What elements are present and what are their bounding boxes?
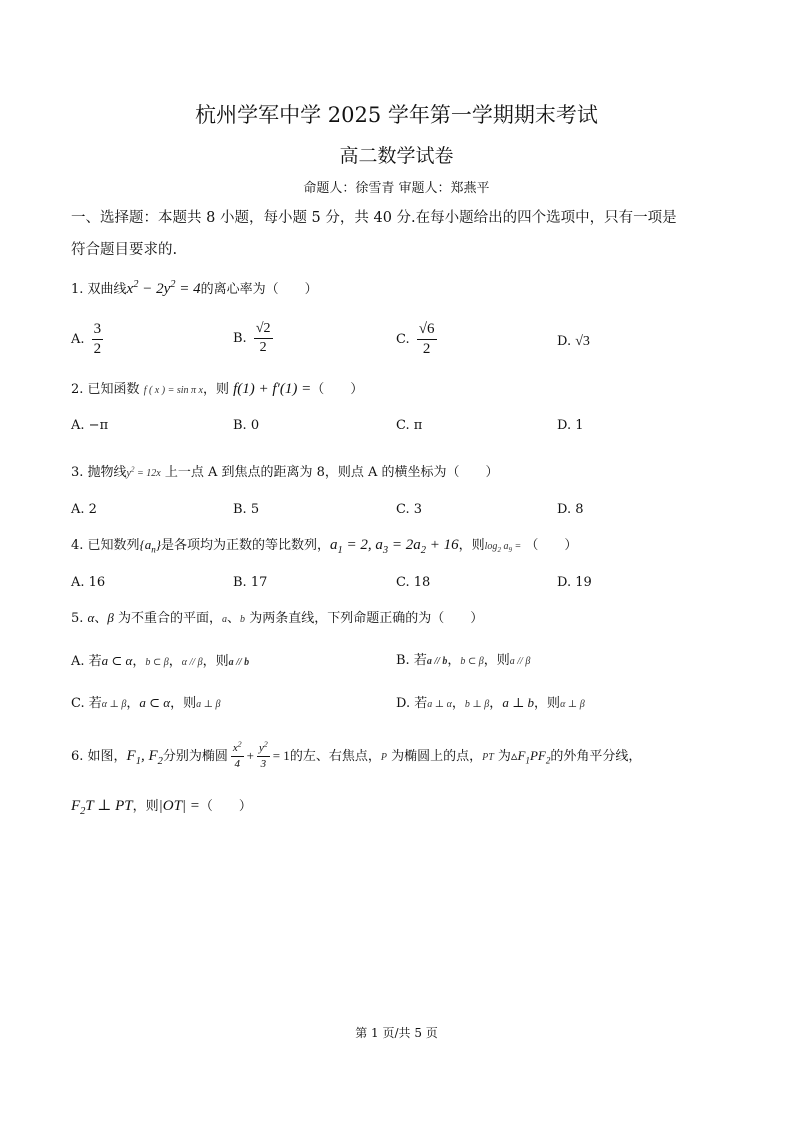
q5-a-expr: a ⊂ α (101, 653, 133, 668)
q6-pt: PT (482, 752, 494, 763)
q6-ellipse-x: $\frac{x^2}{4}$ (232, 739, 242, 770)
question-1 (71, 278, 318, 301)
q5-stem: 为不重合的平面， (118, 611, 223, 626)
q5-a-expr3: α // β (181, 657, 203, 668)
question-3 (71, 462, 499, 485)
q4-sequence: $\{a_n\}$ (139, 537, 161, 555)
exam-subtitle: 高二数学试卷 (339, 145, 454, 167)
q5-c-conclusion: a ⊥ β (196, 699, 221, 710)
option-value: 1 (575, 418, 584, 433)
option-label: D. (557, 334, 572, 349)
option-label: A. (71, 332, 85, 347)
q5-c-expr: α ⊥ β (101, 699, 127, 710)
q5-b-conclusion: a // β (509, 656, 531, 667)
q3-option-b: B. 5 (233, 502, 260, 517)
q4-log-expr: $\log_2 a_9$ = (484, 541, 522, 554)
q6-stem-mid2: 的左、右焦点， (289, 749, 381, 764)
q1-option-c (396, 322, 440, 357)
question-6 (71, 739, 642, 772)
q6-stem-mid3: 为椭圆上的点， (391, 749, 483, 764)
q5-d-expr2: b ⊥ β (464, 699, 490, 710)
q1-equation: $x^2 - 2y^2 = 4$ (126, 279, 201, 297)
q2-stem-mid: ，则 (202, 382, 229, 397)
option-label: C. (396, 332, 410, 347)
q1-option-a-value: $\frac{3}{2}$ (93, 321, 102, 357)
q5-b-expr2: b ⊂ β (460, 656, 484, 667)
question-2 (71, 378, 363, 402)
option-label: D. (557, 418, 572, 433)
q6-stem-pre: 6. 如图， (71, 749, 127, 764)
q3-option-d: D. 8 (557, 502, 584, 517)
q2-option-b (233, 414, 259, 438)
q6-foci: $F_1$, $F_2$ (126, 748, 163, 767)
q6-abs-ot: |OT| = (158, 798, 200, 814)
q5-line-b: b (240, 614, 246, 625)
exam-authors: 命题人：徐雪青 审题人：郑燕平 (303, 181, 490, 196)
q5-option-c: C. 若α ⊥ β，a ⊂ α，则a ⊥ β (71, 695, 221, 711)
q4-stem-mid: 是各项均为正数的等比数列， (161, 538, 331, 553)
q2-stem-pre: 2. 已知函数 (71, 382, 140, 397)
q5-d-expr: a ⊥ α (427, 699, 452, 710)
option-label: C. 若 (71, 696, 102, 711)
q4-stem-pre: 4. 已知数列 (71, 538, 140, 553)
q6-stem-mid: 分别为椭圆 (162, 749, 228, 764)
q4-option-a: A. 16 (71, 575, 106, 590)
q6-stem-post: 的外角平分线， (550, 749, 642, 764)
q5-lines: a (222, 614, 228, 625)
then-label: ，则 (534, 696, 561, 711)
question-5: 5. α、β 为不重合的平面，a、b 为两条直线，下列命题正确的为（ ） (71, 610, 484, 626)
q5-d-expr3: a ⊥ b (502, 695, 535, 710)
q6-line2-post: （ ） (199, 799, 252, 814)
q4-stem-mid2: ，则 (458, 538, 485, 553)
option-label: B. (233, 331, 247, 346)
q4-option-c: C. 18 (396, 575, 431, 590)
q6-perp: $F_2T$ ⊥ PT (71, 798, 133, 817)
q1-option-b-value: $\frac{√2}{2}$ (255, 321, 271, 355)
q1-option-d-value: √3 (575, 334, 590, 349)
q5-stem2: 为两条直线，下列命题正确的为（ ） (249, 611, 484, 626)
q2-option-d (557, 414, 584, 438)
page-number: 第 1 页/共 5 页 (355, 1026, 438, 1040)
section-heading-line1: 一、选择题：本题共 8 小题，每小题 5 分，共 40 分.在每小题给出的四个选项中，只有一项是 (71, 210, 677, 226)
q1-option-c-value: $\frac{√6}{2}$ (418, 321, 435, 357)
q5-b-expr: a // b (426, 656, 448, 667)
option-label: B. (233, 418, 247, 433)
section-heading-line2: 符合题目要求的. (71, 242, 178, 258)
q5-option-a: A. 若a ⊂ α，b ⊂ β，α // β，则a // b (71, 653, 250, 669)
q1-option-d (557, 330, 590, 354)
q6-point-p: P (380, 752, 387, 763)
q5-planes: α (87, 610, 95, 625)
option-value: −π (88, 418, 109, 433)
q5-option-d: D. 若a ⊥ α，b ⊥ β，a ⊥ b，则α ⊥ β (396, 695, 585, 711)
q4-condition: $a_1 = 2$, $a_3 = 2a_2 + 16$ (330, 537, 459, 556)
option-label: C. (396, 418, 410, 433)
question-4 (71, 534, 577, 558)
q6-triangle: $▵F_1PF_2$ (510, 748, 551, 766)
q6-plus: + (246, 748, 254, 763)
q5-beta: β (107, 610, 114, 625)
q5-a-expr2: b ⊂ β (145, 657, 169, 668)
q3-stem-post: 上一点 A 到焦点的距离为 8，则点 A 的横坐标为（ ） (164, 465, 499, 480)
then-label: ，则 (483, 653, 510, 668)
q1-stem-pre: 1. 双曲线 (71, 282, 127, 297)
q5-c-expr2: a ⊂ α (139, 695, 171, 710)
q3-stem-pre: 3. 抛物线 (71, 465, 127, 480)
then-label: ，则 (170, 696, 197, 711)
option-label: A. 若 (71, 654, 102, 669)
option-label: A. (71, 418, 85, 433)
q2-expression: f(1) + f′(1) = (233, 381, 312, 397)
q5-option-b: B. 若a // b，b ⊂ β，则a // β (396, 653, 531, 668)
q1-option-a (71, 322, 106, 357)
q5-a-conclusion: a // b (228, 657, 250, 668)
q4-option-d: D. 19 (557, 575, 592, 590)
option-value: π (413, 418, 423, 433)
q1-stem-post: 的离心率为（ ） (200, 282, 318, 297)
q2-option-a (71, 414, 108, 438)
q4-option-b: B. 17 (233, 575, 268, 590)
q2-stem-post: （ ） (311, 382, 364, 397)
q2-function: f ( x ) = sin π x (143, 385, 203, 396)
q3-option-c: C. 3 (396, 502, 423, 517)
then-label: ，则 (202, 654, 229, 669)
exam-title: 杭州学军中学 2025 学年第一学期期末考试 (195, 103, 598, 127)
option-value: 0 (250, 418, 260, 433)
option-label: B. 若 (396, 653, 427, 668)
question-6-line2 (71, 795, 252, 818)
option-label: D. 若 (396, 696, 428, 711)
q5-d-conclusion: α ⊥ β (560, 699, 585, 710)
q3-equation: $y^2 = 12x$ (126, 465, 161, 479)
q6-ellipse-y: $\frac{y^2}{3}$ (258, 739, 268, 770)
q6-stem-mid4: 为 (497, 749, 511, 764)
q2-option-c (396, 414, 422, 438)
q3-option-a: A. 2 (71, 502, 97, 517)
q4-stem-post: （ ） (525, 538, 578, 553)
q6-equals: = 1 (272, 748, 290, 763)
q6-line2-mid: ，则 (132, 799, 159, 814)
q1-option-b (233, 322, 276, 355)
